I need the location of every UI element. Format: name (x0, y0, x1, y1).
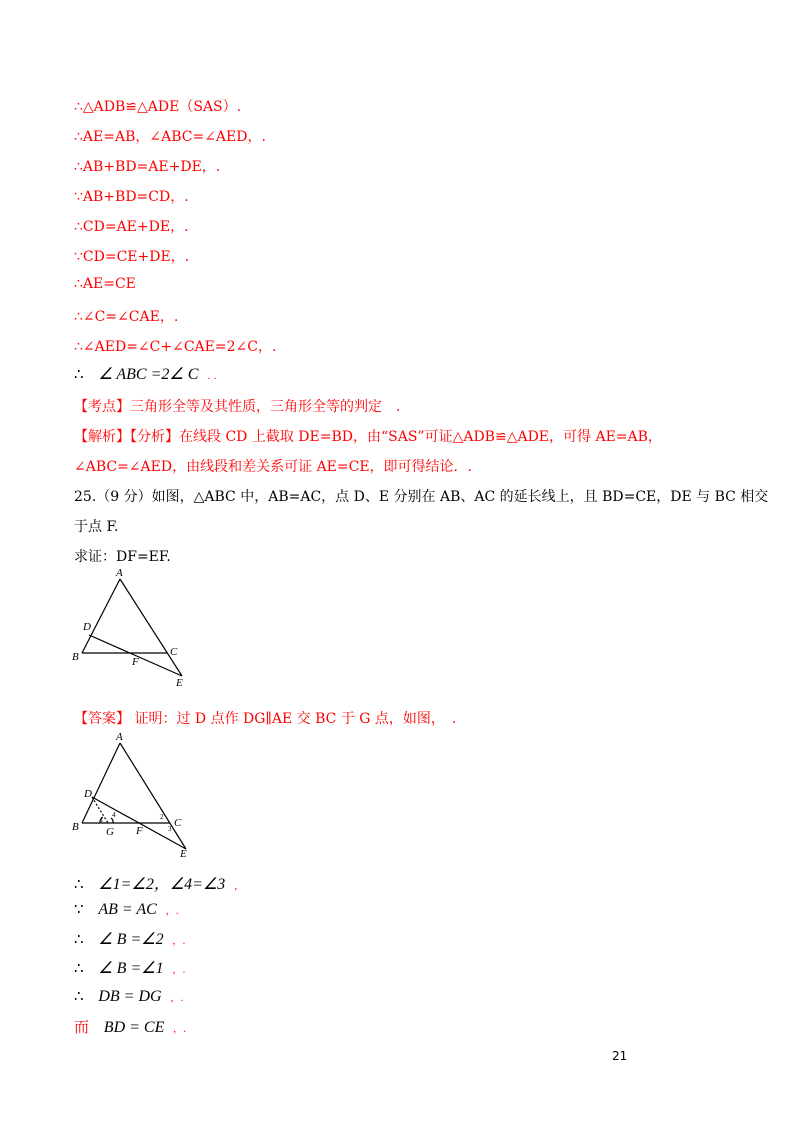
label-f: F (136, 825, 143, 837)
proof-line-1: ∴△ADB≌△ADE（SAS）. (74, 99, 242, 115)
label-e: E (180, 848, 187, 860)
figure-triangle-1 (70, 566, 200, 691)
proof-line-4: ∵AB+BD=CD，. (74, 189, 189, 205)
step-trail: ，. (170, 993, 184, 1004)
proof-step-6 (74, 1016, 186, 1037)
step-expr: ∠ B =∠2 (98, 931, 164, 948)
proof-line-9: ∴∠AED=∠C+∠CAE=2∠C，. (74, 339, 277, 355)
proof-step-4 (74, 958, 186, 978)
angle-label-1: 1 (100, 816, 104, 824)
proof-step-2 (74, 900, 179, 919)
step-symbol: ∴ (74, 875, 84, 893)
step-trail: ，. (172, 936, 186, 947)
segment-ae (120, 579, 182, 676)
step-trail: ，. (165, 906, 179, 917)
step-trail: ，. (172, 965, 186, 976)
proof-line-6: ∵CD=CE+DE，. (74, 249, 190, 265)
label-c: C (174, 817, 182, 829)
proof-line-3: ∴AB+BD=AE+DE，. (74, 159, 221, 175)
therefore-symbol: ∴ (74, 365, 84, 383)
proof-line-5: ∴CD=AE+DE，. (74, 219, 189, 235)
step-trail: ，. (173, 1024, 187, 1035)
step-symbol: ∴ (74, 930, 84, 948)
label-f: F (132, 656, 139, 668)
proof-step-1 (74, 871, 244, 894)
conclusion-line (74, 364, 217, 384)
page-number: 21 (612, 1049, 628, 1063)
figure-triangle-2 (70, 731, 200, 860)
kaodian-line: 【考点】三角形全等及其性质，三角形全等的判定 . (74, 399, 401, 415)
step-expr: BD = CE (103, 1019, 165, 1036)
answer-intro-line: 【答案】 证明：过 D 点作 DG∥AE 交 BC 于 G 点，如图， . (74, 711, 457, 727)
label-d: D (84, 788, 92, 800)
step-expr: AB = AC (98, 901, 157, 918)
problem-25-line-1: 25.（9 分）如图，△ABC 中，AB=AC，点 D、E 分别在 AB、AC 的延长线上，且 BD=CE，DE 与 BC 相交 (74, 489, 769, 505)
label-c: C (170, 646, 178, 658)
conclusion-trail: . . (207, 371, 217, 382)
segment-ab (82, 579, 120, 653)
proof-line-2: ∴AE=AB，∠ABC=∠AED，. (74, 129, 266, 145)
jiexi-line-1: 【解析】【分析】在线段 CD 上截取 DE=BD，由“SAS”可证△ADB≌△ADE，可得 AE=AB， (74, 429, 662, 445)
step-expr: ∠1=∠2，∠4=∠3 (98, 876, 226, 893)
step-symbol: ∴ (74, 987, 84, 1005)
step-symbol: ∵ (74, 900, 84, 918)
angle-label-3: 3 (168, 825, 172, 833)
proof-line-7: ∴AE=CE (74, 276, 136, 292)
proof-step-5 (74, 987, 184, 1006)
step-expr: ∠ B =∠1 (98, 960, 164, 977)
jiexi-line-2: ∠ABC=∠AED，由线段和差关系可证 AE=CE，即可得结论．. (74, 459, 473, 475)
label-g: G (106, 826, 114, 838)
problem-25-line-2: 于点 F. (74, 519, 119, 535)
label-b: B (72, 651, 79, 663)
angle-label-4: 4 (112, 811, 116, 819)
proof-line-8: ∴∠C=∠CAE，. (74, 309, 179, 325)
step-trail: ， (234, 881, 245, 892)
label-a: A (116, 567, 123, 579)
segment-ae (120, 743, 186, 849)
conclusion-expr: ∠ ABC =2∠ C (98, 366, 199, 383)
label-b: B (72, 821, 79, 833)
step-symbol: ∴ (74, 959, 84, 977)
label-e: E (176, 677, 183, 689)
label-a: A (116, 731, 123, 743)
step-expr: DB = DG (98, 988, 162, 1005)
proof-step-3 (74, 929, 186, 949)
problem-25-line-3: 求证：DF=EF. (74, 549, 171, 565)
label-d: D (83, 621, 91, 633)
angle-label-2: 2 (160, 813, 164, 821)
step-symbol: 而 (74, 1018, 90, 1036)
